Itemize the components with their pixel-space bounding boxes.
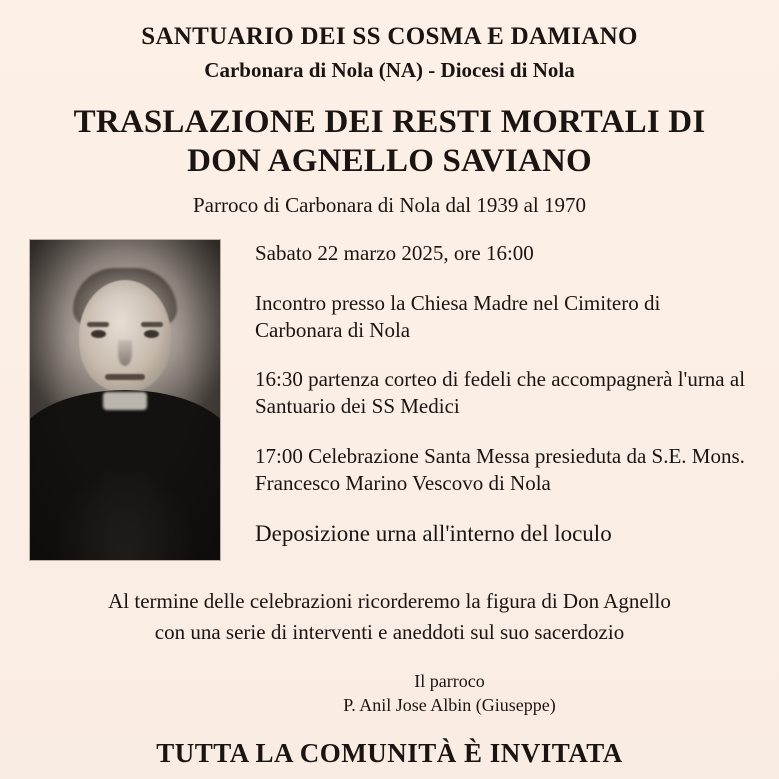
closing-note-line-2: con una serie di interventi e aneddoti sul suo sacerdozio [154,619,625,644]
event-item: 16:30 partenza corteo di fedeli che accompagnerà l'urna al Santuario dei SS Medici [255,367,746,419]
event-item: Sabato 22 marzo 2025, ore 16:00 [255,241,534,266]
event-schedule [223,240,761,549]
page-title-line-2: DON AGNELLO SAVIANO [187,143,592,180]
event-item: 17:00 Celebrazione Santa Messa presieduta da S.E. Mons. Francesco Marino Vescovo di Nola [255,443,745,496]
signature-block [18,669,761,718]
event-item: Deposizione urna all'interno del loculo [255,521,612,547]
sanctuary-location: Carbonara di Nola (NA) - Diocesi di Nola [204,58,575,82]
closing-note [18,586,761,647]
invitation-line: TUTTA LA COMUNITÀ È INVITATA [156,737,623,768]
sanctuary-title: SANTUARIO DEI SS COSMA E DAMIANO [141,23,638,50]
portrait-container [18,240,223,560]
closing-note-line-1: Al termine delle celebrazioni ricorderemo la figura di Don Agnello [108,589,671,614]
subject-role: Parroco di Carbonara di Nola dal 1939 al 1970 [192,193,587,218]
signature-name: P. Anil Jose Albin (Giuseppe) [343,695,556,716]
event-item: Incontro presso la Chiesa Madre nel Cimitero di Carbonara di Nola [255,290,661,342]
page-title-line-1: TRASLAZIONE DEI RESTI MORTALI DI [73,104,706,141]
content-row [18,240,761,560]
page-title [18,103,761,181]
portrait-vignette [30,240,220,560]
header [18,22,761,218]
portrait-photo [30,240,220,560]
signature-role: Il parroco [414,671,485,692]
